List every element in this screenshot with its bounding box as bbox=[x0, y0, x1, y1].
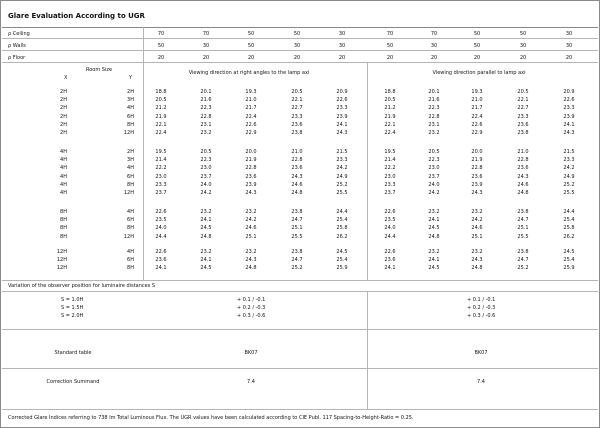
direction-crosswise-label: Viewing direction at right angles to the lamp axi bbox=[188, 70, 310, 76]
room-y-value: 6H bbox=[127, 217, 134, 224]
ugr-crosswise-value: 23.0 bbox=[200, 165, 212, 172]
ugr-crosswise-value: 25.1 bbox=[291, 225, 303, 232]
ugr-crosswise-value: 21.0 bbox=[245, 97, 257, 104]
ugr-endwise-value: 19.3 bbox=[471, 89, 483, 95]
ugr-crosswise-value: 21.6 bbox=[200, 97, 212, 104]
ugr-crosswise-value: 24.4 bbox=[336, 209, 348, 215]
variation-label: Variation of the observer position for luminaire distances S bbox=[8, 283, 156, 289]
ugr-endwise-value: 23.9 bbox=[563, 113, 575, 120]
correction-summand-label: Correction Summand bbox=[46, 379, 100, 385]
standard-table-label: Standard table bbox=[54, 350, 92, 356]
ugr-crosswise-value: 24.0 bbox=[200, 181, 212, 188]
row-divider bbox=[2, 368, 598, 369]
reflectance-value: 30 bbox=[519, 43, 527, 49]
ugr-endwise-value: 21.2 bbox=[384, 105, 396, 112]
ugr-endwise-value: 21.0 bbox=[517, 149, 529, 155]
ugr-endwise-value: 24.0 bbox=[384, 225, 396, 232]
ugr-endwise-value: 23.0 bbox=[384, 173, 396, 180]
ugr-crosswise-value: 19.5 bbox=[155, 149, 167, 155]
reflectance-value: 70 bbox=[386, 31, 394, 37]
room-y-value: 12H bbox=[123, 233, 134, 240]
ugr-endwise-value: 24.5 bbox=[563, 249, 575, 255]
column-divider bbox=[367, 291, 368, 409]
ugr-endwise-value: 23.8 bbox=[517, 249, 529, 255]
ugr-crosswise-value: 23.3 bbox=[291, 113, 303, 120]
ugr-crosswise-value: 22.1 bbox=[291, 97, 303, 104]
ugr-crosswise-value: 21.9 bbox=[155, 113, 167, 120]
ugr-crosswise-value: 22.3 bbox=[200, 105, 212, 112]
reflectance-value: 20 bbox=[157, 55, 165, 61]
reflectance-value: 20 bbox=[386, 55, 394, 61]
reflectance-value: 20 bbox=[565, 55, 573, 61]
ugr-crosswise-value: 24.8 bbox=[291, 190, 303, 196]
ugr-crosswise-value: 24.8 bbox=[200, 233, 212, 240]
ugr-crosswise-value: 24.6 bbox=[291, 181, 303, 188]
ugr-endwise-value: 18.8 bbox=[384, 89, 396, 95]
ugr-endwise-value: 22.6 bbox=[563, 97, 575, 104]
ugr-crosswise-value: 23.3 bbox=[336, 157, 348, 164]
row-divider bbox=[2, 329, 598, 330]
footnote: Corrected Glare Indices referring to 738 lm Total Luminous Flux. The UGR values have been calculated according to CIE Publ. 117 Spacing-to-Height-Ratio = 0.25. bbox=[8, 415, 414, 421]
ugr-endwise-value: 25.2 bbox=[517, 265, 529, 272]
ugr-endwise-value: 25.1 bbox=[471, 233, 483, 240]
ugr-crosswise-value: 20.5 bbox=[200, 149, 212, 155]
reflectance-value: 20 bbox=[293, 55, 301, 61]
ugr-crosswise-value: 25.4 bbox=[336, 217, 348, 224]
ugr-endwise-value: 25.4 bbox=[563, 257, 575, 264]
variation-distance: S = 1.5H bbox=[61, 305, 84, 311]
column-divider bbox=[143, 27, 144, 280]
ugr-endwise-value: 24.8 bbox=[517, 190, 529, 196]
reflectance-value: 20 bbox=[519, 55, 527, 61]
room-x-value: 8H bbox=[60, 233, 67, 240]
ugr-crosswise-value: 22.8 bbox=[291, 157, 303, 164]
ugr-endwise-value: 20.5 bbox=[384, 97, 396, 104]
ugr-endwise-value: 23.6 bbox=[384, 257, 396, 264]
standard-table-crosswise: BK07 bbox=[244, 350, 258, 356]
ugr-crosswise-value: 22.6 bbox=[336, 97, 348, 104]
ugr-crosswise-value: 22.3 bbox=[200, 157, 212, 164]
reflectance-label: ρ Ceiling bbox=[8, 31, 30, 37]
ugr-endwise-value: 24.5 bbox=[428, 265, 440, 272]
ugr-crosswise-value: 23.6 bbox=[291, 165, 303, 172]
reflectance-value: 20 bbox=[247, 55, 255, 61]
reflectance-value: 50 bbox=[157, 43, 165, 49]
room-x-value: 2H bbox=[60, 121, 67, 128]
room-y-value: 3H bbox=[127, 157, 134, 164]
room-x-value: 4H bbox=[60, 190, 67, 196]
ugr-crosswise-value: 24.3 bbox=[336, 130, 348, 136]
ugr-endwise-value: 22.6 bbox=[384, 209, 396, 215]
ugr-crosswise-value: 22.8 bbox=[245, 165, 257, 172]
ugr-endwise-value: 24.1 bbox=[563, 121, 575, 128]
ugr-crosswise-value: 23.0 bbox=[155, 173, 167, 180]
room-y-value: 12H bbox=[123, 130, 134, 136]
ugr-crosswise-value: 23.6 bbox=[291, 121, 303, 128]
room-x-value: 4H bbox=[60, 149, 67, 155]
ugr-endwise-value: 24.1 bbox=[384, 265, 396, 272]
room-x-value: 4H bbox=[60, 157, 67, 164]
ugr-endwise-value: 22.6 bbox=[384, 249, 396, 255]
ugr-crosswise-value: 23.7 bbox=[200, 173, 212, 180]
ugr-crosswise-value: 24.5 bbox=[336, 249, 348, 255]
ugr-endwise-value: 21.7 bbox=[471, 105, 483, 112]
ugr-crosswise-value: 25.1 bbox=[245, 233, 257, 240]
ugr-endwise-value: 23.2 bbox=[428, 249, 440, 255]
room-y-value: 4H bbox=[127, 105, 134, 112]
ugr-crosswise-value: 25.5 bbox=[291, 233, 303, 240]
ugr-endwise-value: 20.9 bbox=[563, 89, 575, 95]
room-y-value: 12H bbox=[123, 190, 134, 196]
ugr-endwise-value: 25.5 bbox=[517, 233, 529, 240]
ugr-endwise-value: 24.7 bbox=[517, 217, 529, 224]
room-y-value: 8H bbox=[127, 181, 134, 188]
ugr-endwise-value: 21.6 bbox=[428, 97, 440, 104]
ugr-crosswise-value: 24.5 bbox=[200, 225, 212, 232]
ugr-endwise-value: 20.1 bbox=[428, 89, 440, 95]
ugr-crosswise-value: 20.0 bbox=[245, 149, 257, 155]
ugr-crosswise-value: 24.9 bbox=[336, 173, 348, 180]
room-x-value: 2H bbox=[60, 113, 67, 120]
ugr-endwise-value: 22.3 bbox=[428, 157, 440, 164]
ugr-endwise-value: 23.7 bbox=[384, 190, 396, 196]
report-title: Glare Evaluation According to UGR bbox=[8, 12, 145, 20]
ugr-endwise-value: 22.8 bbox=[428, 113, 440, 120]
variation-crosswise-value: + 0.2 / -0.3 bbox=[237, 305, 266, 311]
ugr-endwise-value: 23.2 bbox=[471, 209, 483, 215]
ugr-endwise-value: 23.2 bbox=[428, 130, 440, 136]
ugr-crosswise-value: 24.2 bbox=[336, 165, 348, 172]
ugr-endwise-value: 23.6 bbox=[517, 121, 529, 128]
ugr-crosswise-value: 22.4 bbox=[245, 113, 257, 120]
ugr-crosswise-value: 20.5 bbox=[291, 89, 303, 95]
ugr-endwise-value: 21.9 bbox=[384, 113, 396, 120]
ugr-endwise-value: 23.6 bbox=[471, 173, 483, 180]
row-divider bbox=[2, 62, 598, 63]
ugr-endwise-value: 22.4 bbox=[384, 130, 396, 136]
room-y-value: 4H bbox=[127, 165, 134, 172]
reflectance-value: 20 bbox=[473, 55, 481, 61]
ugr-crosswise-value: 24.3 bbox=[245, 257, 257, 264]
variation-endwise-value: + 0.2 / -0.3 bbox=[467, 305, 496, 311]
ugr-crosswise-value: 19.3 bbox=[245, 89, 257, 95]
row-divider bbox=[2, 38, 598, 39]
room-y-value: 2H bbox=[127, 149, 134, 155]
ugr-crosswise-value: 23.1 bbox=[200, 121, 212, 128]
ugr-crosswise-value: 20.9 bbox=[336, 89, 348, 95]
ugr-endwise-value: 23.6 bbox=[517, 165, 529, 172]
room-x-value: 12H bbox=[56, 265, 67, 272]
ugr-endwise-value: 22.1 bbox=[517, 97, 529, 104]
ugr-crosswise-value: 22.7 bbox=[291, 105, 303, 112]
ugr-crosswise-value: 24.3 bbox=[245, 190, 257, 196]
ugr-crosswise-value: 25.9 bbox=[336, 265, 348, 272]
ugr-endwise-value: 22.1 bbox=[384, 121, 396, 128]
ugr-crosswise-value: 23.3 bbox=[155, 181, 167, 188]
ugr-crosswise-value: 20.1 bbox=[200, 89, 212, 95]
ugr-crosswise-value: 23.6 bbox=[155, 257, 167, 264]
ugr-endwise-value: 21.5 bbox=[563, 149, 575, 155]
ugr-endwise-value: 24.1 bbox=[428, 217, 440, 224]
ugr-endwise-value: 24.5 bbox=[428, 225, 440, 232]
ugr-endwise-value: 23.3 bbox=[517, 113, 529, 120]
ugr-crosswise-value: 24.1 bbox=[336, 121, 348, 128]
room-x-value: 2H bbox=[60, 89, 67, 95]
ugr-crosswise-value: 25.2 bbox=[336, 181, 348, 188]
room-x-value: 4H bbox=[60, 165, 67, 172]
ugr-endwise-value: 23.3 bbox=[563, 157, 575, 164]
ugr-crosswise-value: 23.3 bbox=[336, 105, 348, 112]
room-y-value: 4H bbox=[127, 209, 134, 215]
ugr-crosswise-value: 24.7 bbox=[291, 217, 303, 224]
reflectance-value: 70 bbox=[430, 31, 438, 37]
ugr-crosswise-value: 24.3 bbox=[291, 173, 303, 180]
ugr-crosswise-value: 24.1 bbox=[200, 257, 212, 264]
ugr-crosswise-value: 23.2 bbox=[200, 249, 212, 255]
ugr-crosswise-value: 24.8 bbox=[245, 265, 257, 272]
ugr-endwise-value: 25.2 bbox=[563, 181, 575, 188]
ugr-endwise-value: 22.6 bbox=[471, 121, 483, 128]
ugr-crosswise-value: 23.2 bbox=[245, 209, 257, 215]
ugr-endwise-value: 20.5 bbox=[428, 149, 440, 155]
ugr-endwise-value: 24.0 bbox=[428, 181, 440, 188]
ugr-crosswise-value: 23.8 bbox=[291, 249, 303, 255]
ugr-crosswise-value: 23.9 bbox=[336, 113, 348, 120]
room-x-value: 2H bbox=[60, 105, 67, 112]
ugr-crosswise-value: 21.4 bbox=[155, 157, 167, 164]
ugr-endwise-value: 25.8 bbox=[563, 225, 575, 232]
room-y-value: 6H bbox=[127, 173, 134, 180]
ugr-endwise-value: 23.8 bbox=[517, 130, 529, 136]
reflectance-label: ρ Walls bbox=[8, 43, 26, 49]
reflectance-label: ρ Floor bbox=[8, 55, 26, 61]
ugr-endwise-value: 24.6 bbox=[471, 225, 483, 232]
ugr-endwise-value: 22.8 bbox=[517, 157, 529, 164]
ugr-crosswise-value: 24.0 bbox=[155, 225, 167, 232]
standard-table-endwise: BK07 bbox=[474, 350, 488, 356]
ugr-endwise-value: 24.2 bbox=[563, 165, 575, 172]
room-y-value: 6H bbox=[127, 257, 134, 264]
reflectance-value: 20 bbox=[338, 55, 346, 61]
correction-summand-endwise: 7.4 bbox=[477, 379, 485, 385]
ugr-crosswise-value: 22.9 bbox=[245, 130, 257, 136]
room-y-value: 8H bbox=[127, 121, 134, 128]
ugr-crosswise-value: 22.6 bbox=[155, 209, 167, 215]
room-x-value: 12H bbox=[56, 249, 67, 255]
ugr-endwise-value: 24.8 bbox=[471, 265, 483, 272]
room-x-value: 8H bbox=[60, 217, 67, 224]
ugr-crosswise-value: 25.5 bbox=[336, 190, 348, 196]
room-x-value: 8H bbox=[60, 209, 67, 215]
column-divider bbox=[367, 63, 368, 280]
ugr-crosswise-value: 22.2 bbox=[155, 165, 167, 172]
ugr-crosswise-value: 22.6 bbox=[155, 249, 167, 255]
ugr-endwise-value: 24.4 bbox=[563, 209, 575, 215]
ugr-crosswise-value: 25.8 bbox=[336, 225, 348, 232]
reflectance-value: 30 bbox=[338, 31, 346, 37]
reflectance-value: 50 bbox=[247, 31, 255, 37]
ugr-endwise-value: 22.7 bbox=[517, 105, 529, 112]
ugr-endwise-value: 23.3 bbox=[563, 105, 575, 112]
reflectance-value: 30 bbox=[430, 43, 438, 49]
reflectance-value: 20 bbox=[202, 55, 210, 61]
ugr-endwise-value: 23.2 bbox=[471, 249, 483, 255]
ugr-endwise-value: 23.3 bbox=[384, 181, 396, 188]
variation-distance: S = 1.0H bbox=[61, 297, 84, 303]
room-x-value: 2H bbox=[60, 97, 67, 104]
room-x-value: 4H bbox=[60, 181, 67, 188]
ugr-endwise-value: 22.4 bbox=[471, 113, 483, 120]
room-x-value: 2H bbox=[60, 130, 67, 136]
ugr-crosswise-value: 23.8 bbox=[291, 130, 303, 136]
ugr-endwise-value: 23.1 bbox=[428, 121, 440, 128]
room-y-value: 3H bbox=[127, 97, 134, 104]
row-divider bbox=[2, 409, 598, 410]
ugr-endwise-value: 23.5 bbox=[384, 217, 396, 224]
ugr-crosswise-value: 26.2 bbox=[336, 233, 348, 240]
room-size-y: Y bbox=[129, 75, 133, 81]
ugr-endwise-value: 25.1 bbox=[517, 225, 529, 232]
ugr-endwise-value: 25.5 bbox=[563, 190, 575, 196]
reflectance-value: 20 bbox=[430, 55, 438, 61]
reflectance-value: 30 bbox=[293, 43, 301, 49]
row-divider bbox=[2, 280, 598, 281]
row-divider bbox=[2, 291, 598, 292]
reflectance-value: 30 bbox=[338, 43, 346, 49]
ugr-crosswise-value: 24.7 bbox=[291, 257, 303, 264]
ugr-crosswise-value: 24.6 bbox=[245, 225, 257, 232]
ugr-endwise-value: 24.4 bbox=[384, 233, 396, 240]
ugr-endwise-value: 19.5 bbox=[384, 149, 396, 155]
reflectance-value: 50 bbox=[293, 31, 301, 37]
ugr-crosswise-value: 18.8 bbox=[155, 89, 167, 95]
ugr-endwise-value: 24.3 bbox=[517, 173, 529, 180]
ugr-crosswise-value: 23.6 bbox=[245, 173, 257, 180]
reflectance-value: 50 bbox=[247, 43, 255, 49]
ugr-crosswise-value: 23.2 bbox=[200, 209, 212, 215]
room-y-value: 8H bbox=[127, 225, 134, 232]
ugr-endwise-value: 23.8 bbox=[517, 209, 529, 215]
ugr-crosswise-value: 21.5 bbox=[336, 149, 348, 155]
correction-summand-crosswise: 7.4 bbox=[247, 379, 255, 385]
ugr-endwise-value: 24.1 bbox=[428, 257, 440, 264]
ugr-endwise-value: 21.4 bbox=[384, 157, 396, 164]
reflectance-value: 50 bbox=[473, 31, 481, 37]
ugr-crosswise-value: 23.8 bbox=[291, 209, 303, 215]
ugr-crosswise-value: 23.7 bbox=[155, 190, 167, 196]
room-size-label: Room Size bbox=[85, 67, 113, 73]
row-divider bbox=[2, 50, 598, 51]
room-size-x: X bbox=[64, 75, 68, 81]
room-y-value: 8H bbox=[127, 265, 134, 272]
ugr-crosswise-value: 23.5 bbox=[155, 217, 167, 224]
variation-endwise-value: + 0.1 / -0.1 bbox=[467, 297, 496, 303]
ugr-endwise-value: 24.9 bbox=[563, 173, 575, 180]
ugr-endwise-value: 20.0 bbox=[471, 149, 483, 155]
reflectance-value: 30 bbox=[202, 43, 210, 49]
room-y-value: 4H bbox=[127, 249, 134, 255]
ugr-crosswise-value: 23.9 bbox=[245, 181, 257, 188]
reflectance-value: 70 bbox=[202, 31, 210, 37]
ugr-crosswise-value: 22.6 bbox=[245, 121, 257, 128]
reflectance-value: 50 bbox=[473, 43, 481, 49]
ugr-crosswise-value: 22.8 bbox=[200, 113, 212, 120]
direction-endwise-label: Viewing direction parallel to lamp axi bbox=[432, 70, 526, 76]
ugr-endwise-value: 24.3 bbox=[563, 130, 575, 136]
reflectance-value: 50 bbox=[386, 43, 394, 49]
variation-crosswise-value: + 0.3 / -0.6 bbox=[237, 313, 266, 319]
ugr-crosswise-value: 23.2 bbox=[200, 130, 212, 136]
ugr-crosswise-value: 20.5 bbox=[155, 97, 167, 104]
ugr-endwise-value: 24.8 bbox=[428, 233, 440, 240]
ugr-crosswise-value: 25.2 bbox=[291, 265, 303, 272]
ugr-endwise-value: 24.3 bbox=[471, 190, 483, 196]
room-y-value: 6H bbox=[127, 113, 134, 120]
ugr-crosswise-value: 21.0 bbox=[291, 149, 303, 155]
ugr-endwise-value: 23.0 bbox=[428, 165, 440, 172]
ugr-crosswise-value: 21.7 bbox=[245, 105, 257, 112]
ugr-endwise-value: 24.7 bbox=[517, 257, 529, 264]
ugr-endwise-value: 20.5 bbox=[517, 89, 529, 95]
reflectance-value: 30 bbox=[565, 43, 573, 49]
room-x-value: 4H bbox=[60, 173, 67, 180]
ugr-crosswise-value: 22.4 bbox=[155, 130, 167, 136]
ugr-endwise-value: 24.3 bbox=[471, 257, 483, 264]
ugr-endwise-value: 24.2 bbox=[428, 190, 440, 196]
variation-endwise-value: + 0.3 / -0.6 bbox=[467, 313, 496, 319]
ugr-crosswise-value: 21.9 bbox=[245, 157, 257, 164]
ugr-crosswise-value: 25.4 bbox=[336, 257, 348, 264]
row-divider bbox=[2, 27, 598, 28]
ugr-crosswise-value: 24.5 bbox=[200, 265, 212, 272]
ugr-endwise-value: 22.3 bbox=[428, 105, 440, 112]
ugr-crosswise-value: 22.1 bbox=[155, 121, 167, 128]
ugr-endwise-value: 22.8 bbox=[471, 165, 483, 172]
ugr-crosswise-value: 23.2 bbox=[245, 249, 257, 255]
ugr-endwise-value: 24.6 bbox=[517, 181, 529, 188]
ugr-endwise-value: 24.2 bbox=[471, 217, 483, 224]
ugr-endwise-value: 21.9 bbox=[471, 157, 483, 164]
ugr-endwise-value: 21.0 bbox=[471, 97, 483, 104]
ugr-endwise-value: 26.2 bbox=[563, 233, 575, 240]
variation-distance: S = 2.0H bbox=[61, 313, 84, 319]
ugr-endwise-value: 23.9 bbox=[471, 181, 483, 188]
ugr-crosswise-value: 24.2 bbox=[200, 190, 212, 196]
ugr-crosswise-value: 24.2 bbox=[245, 217, 257, 224]
reflectance-value: 70 bbox=[157, 31, 165, 37]
ugr-endwise-value: 22.2 bbox=[384, 165, 396, 172]
ugr-crosswise-value: 24.1 bbox=[200, 217, 212, 224]
reflectance-value: 30 bbox=[565, 31, 573, 37]
ugr-endwise-value: 22.9 bbox=[471, 130, 483, 136]
ugr-crosswise-value: 24.1 bbox=[155, 265, 167, 272]
room-y-value: 2H bbox=[127, 89, 134, 95]
ugr-endwise-value: 23.7 bbox=[428, 173, 440, 180]
reflectance-value: 50 bbox=[519, 31, 527, 37]
ugr-endwise-value: 25.4 bbox=[563, 217, 575, 224]
ugr-crosswise-value: 21.2 bbox=[155, 105, 167, 112]
ugr-endwise-value: 23.2 bbox=[428, 209, 440, 215]
variation-crosswise-value: + 0.1 / -0.1 bbox=[237, 297, 266, 303]
ugr-crosswise-value: 24.4 bbox=[155, 233, 167, 240]
room-x-value: 12H bbox=[56, 257, 67, 264]
ugr-endwise-value: 25.9 bbox=[563, 265, 575, 272]
room-x-value: 8H bbox=[60, 225, 67, 232]
